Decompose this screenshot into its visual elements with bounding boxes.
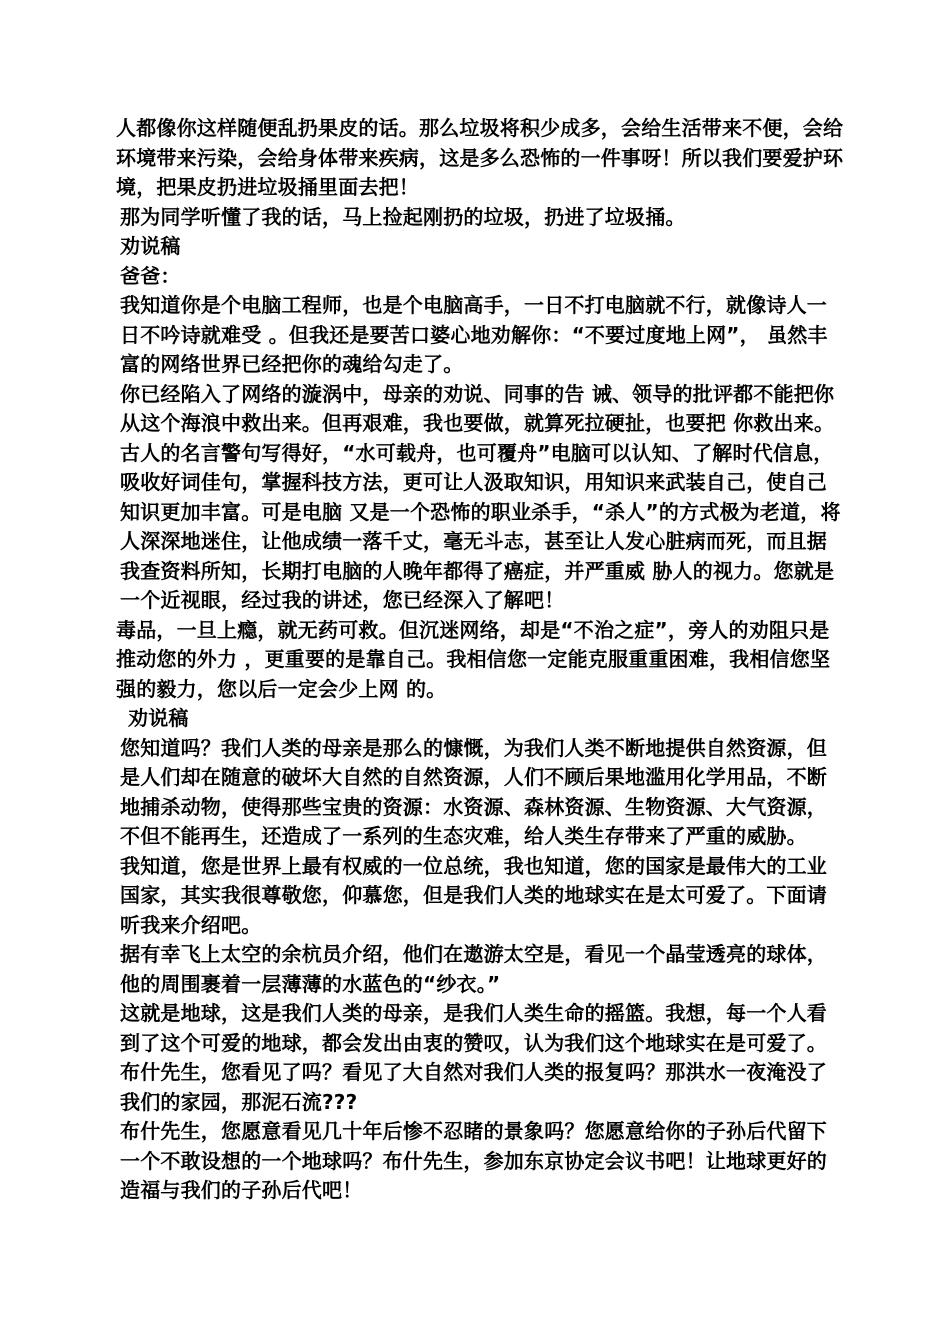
salutation-dad: 爸爸： (120, 263, 181, 288)
heading-persuasion-draft-2: 劝说稿 (128, 706, 189, 730)
paragraph-internet-whirlpool: 你已经陷入了网络的漩涡中，母亲的劝说、同事的告 诫、领导的批评都不能把你从这个海浪中救出来。但再艰难，我也要做，就算死拉硬扯，也要把 你救出来。古人的名言警句写得好，“水可载舟，也可覆舟”电脑可以认知、了解时代信息，吸收好词佳句，掌握科技方法，更可让人汲取知识，用知识来武装自己，使自己知识更加丰富。可是电脑 又是一个恐怖的职业杀手，“杀人”的方式极为老道，将人深深地迷住，让他成绩一落千丈，毫无斗志，甚至让人发心脏病而死，而且据我查资料所知，长期打电脑的人晚年都得了癌症，并严重威 胁人的视力。您就是一个近视眼，经过我的讲述，您已经深入了解吧！ (120, 381, 841, 612)
paragraph-president: 我知道，您是世界上最有权威的一位总统，我也知道，您的国家是最伟大的工业国家，其实我很尊敬您，仰慕您，但是我们人类的地球实在是太可爱了。下面请听我来介绍吧。 (120, 853, 827, 937)
paragraph-litter-ending: 人都像你这样随便乱扔果皮的话。那么垃圾将积少成多，会给生活带来不便，会给环境带来污染，会给身体带来疾病，这是多么恐怖的一件事呀！所以我们要爱护环境，把果皮扔进垃圾捅里面去把！ (116, 116, 844, 199)
paragraph-computer-engineer: 我知道你是个电脑工程师，也是个电脑高手，一日不打电脑就不行，就像诗人一日不吟诗就难受 。但我还是要苦口婆心地劝解你：“不要过度地上网”， 虽然丰富的网络世界已经把你的魂给勾走了。 (120, 293, 828, 376)
paragraph-addiction: 毒品，一旦上瘾，就无药可救。但沉迷网络，却是“不治之症”，旁人的劝阻只是推动您的外力 ，更重要的是靠自己。我相信您一定能克服重重困难，我相信您坚强的毅力，您以后一定会少上网 的。 (116, 617, 831, 701)
paragraph-mother-nature: 您知道吗？我们人类的母亲是那么的慷慨，为我们人类不断地提供自然资源，但是人们却在随意的破坏大自然的自然资源，人们不顾后果地滥用化学用品，不断地捕杀动物，使得那些宝贵的资源：水资源、森林资源、生物资源、大气资源，不但不能再生，还造成了一系列的生态灾难，给人类生存带来了严重的威胁。 (120, 735, 827, 848)
paragraph-astronaut: 据有幸飞上太空的余杭员介绍，他们在遨游太空是，看见一个晶莹透亮的球体，他的周围裹着一层薄薄的水蓝色的“纱衣。” (120, 942, 827, 996)
paragraph-nature-revenge: 布什先生，您看见了吗？看见了大自然对我们人类的报复吗？那洪水一夜淹没了我们的家园，那泥石流??? (120, 1060, 827, 1114)
heading-persuasion-draft-1: 劝说稿 (120, 234, 181, 258)
paragraph-appeal: 布什先生，您愿意看见几十年后惨不忍睹的景象吗？您愿意给你的子孙后代留下一个不敢设想的一个地球吗？布什先生，参加东京协定会议书吧！让地球更好的造福与我们的子孙后代吧！ (120, 1119, 827, 1202)
document-body (116, 114, 846, 1206)
paragraph-earth-cradle: 这就是地球，这是我们人类的母亲，是我们人类生命的摇篮。我想，每一个人看到了这个可爱的地球，都会发出由衷的赞叹，认为我们这个地球实在是可爱了。 (120, 1001, 827, 1055)
paragraph-classmate-response: 那为同学听懂了我的话，马上捡起刚扔的垃圾，扔进了垃圾捅。 (120, 204, 686, 229)
